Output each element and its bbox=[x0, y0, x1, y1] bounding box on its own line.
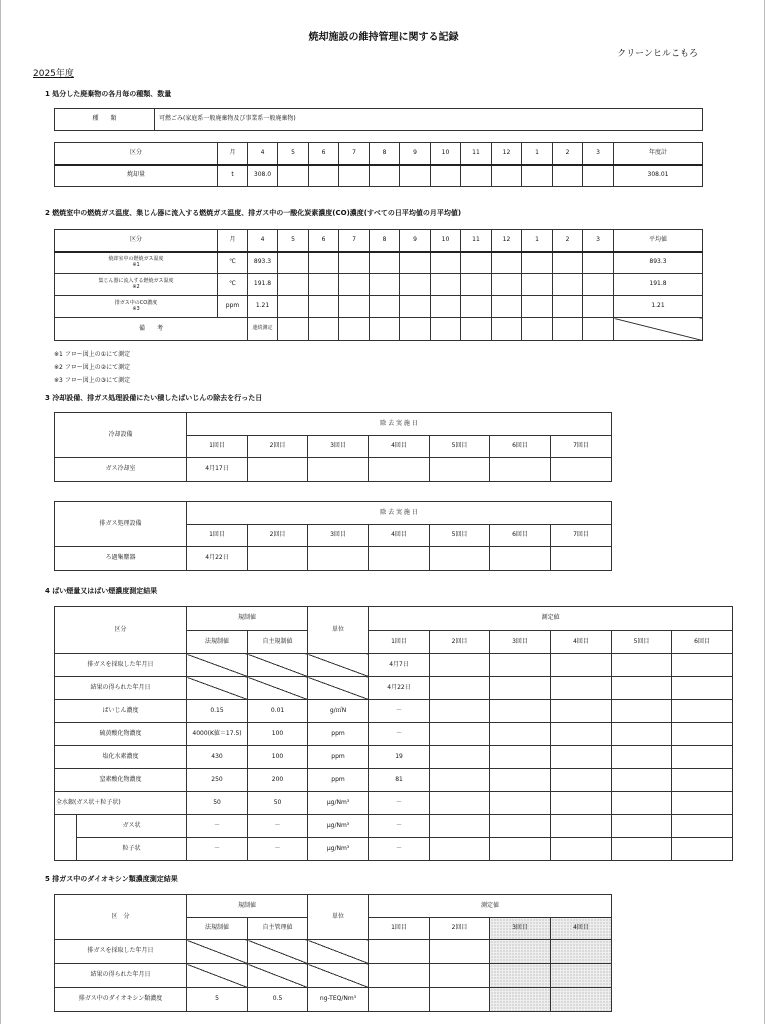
section1-heading: 1 処分した廃棄物の各月毎の種類、数量 bbox=[45, 90, 172, 98]
dioxin-measurement-table bbox=[54, 894, 612, 1012]
month-1: 1 bbox=[522, 143, 553, 165]
unit-value: μg/Nm³ bbox=[308, 792, 369, 815]
first-value: － bbox=[369, 723, 430, 746]
time-1: 1回目 bbox=[187, 525, 248, 547]
month-12: 12 bbox=[492, 230, 522, 252]
time-3: 3回目 bbox=[490, 631, 551, 654]
regulation-header: 規制値 bbox=[187, 607, 308, 631]
kubun-header: 区分 bbox=[55, 607, 187, 654]
legal-value: － bbox=[187, 815, 248, 838]
measured-header: 測定値 bbox=[369, 895, 612, 918]
legal-value: 5 bbox=[187, 988, 248, 1012]
month-9: 9 bbox=[400, 143, 431, 165]
time-2: 2回目 bbox=[248, 525, 308, 547]
cooling-header: 冷却設備 bbox=[55, 413, 187, 458]
voluntary-value: 100 bbox=[248, 723, 308, 746]
legal-value: 4000(K値＝17.5) bbox=[187, 723, 248, 746]
row-note: ※1 bbox=[132, 261, 140, 268]
diagonal-cell bbox=[308, 654, 369, 677]
bag-filter-label: ろ過集塵器 bbox=[55, 547, 187, 571]
time-3: 3回目 bbox=[308, 436, 369, 458]
first-value: － bbox=[369, 792, 430, 815]
legal-value: 430 bbox=[187, 746, 248, 769]
hatched-cell bbox=[490, 964, 551, 988]
time-4: 4回目 bbox=[369, 525, 430, 547]
diagonal-cell bbox=[248, 654, 308, 677]
row-label: 排ガス中のCO濃度 bbox=[114, 299, 158, 306]
month-10: 10 bbox=[431, 143, 461, 165]
time-4: 4回目 bbox=[369, 436, 430, 458]
hatched-cell bbox=[551, 988, 612, 1012]
time-1: 1回目 bbox=[187, 436, 248, 458]
section5-heading: 5 排ガス中のダイオキシン類濃度測定結果 bbox=[45, 875, 178, 883]
time-2: 2回目 bbox=[430, 631, 490, 654]
month-12: 12 bbox=[492, 143, 522, 165]
row-unit: ℃ bbox=[218, 274, 248, 296]
month-9: 9 bbox=[400, 230, 431, 252]
month-8: 8 bbox=[370, 230, 400, 252]
month-8: 8 bbox=[370, 143, 400, 165]
legal-value: － bbox=[187, 838, 248, 861]
kubun-header: 区分 bbox=[55, 143, 218, 165]
value-cell bbox=[583, 165, 614, 187]
type-value: 可燃ごみ(家庭系一般廃棄物及び事業系一般廃棄物) bbox=[155, 109, 703, 131]
month-10: 10 bbox=[431, 230, 461, 252]
month-11: 11 bbox=[461, 143, 492, 165]
fiscal-year: 2025年度 bbox=[33, 69, 74, 79]
section4-heading: 4 ばい煙量又はばい煙濃度測定結果 bbox=[45, 587, 158, 595]
hatched-cell bbox=[490, 940, 551, 964]
first-value: － bbox=[369, 815, 430, 838]
section2-heading: 2 燃焼室中の燃焼ガス温度、集じん器に流入する燃焼ガス温度、排ガス中の一酸化炭素濃度(CO)濃度(すべての日平均値の月平均値) bbox=[45, 209, 462, 217]
value-cell bbox=[339, 165, 370, 187]
average-value: 191.8 bbox=[614, 274, 703, 296]
month-5: 5 bbox=[278, 230, 309, 252]
row-label: 排ガス中のダイオキシン類濃度 bbox=[55, 988, 187, 1012]
time-7: 7回目 bbox=[551, 436, 612, 458]
time-3: 3回目 bbox=[490, 918, 551, 940]
row-unit: ppm bbox=[218, 296, 248, 318]
value-cell bbox=[278, 165, 309, 187]
page-title: 焼却施設の維持管理に関する記録 bbox=[308, 32, 459, 43]
co-concentration-label bbox=[55, 296, 218, 318]
time-5: 5回目 bbox=[612, 631, 672, 654]
remarks-label: 備 考 bbox=[55, 318, 248, 341]
legal-value: 250 bbox=[187, 769, 248, 792]
month-2: 2 bbox=[553, 143, 583, 165]
exhaust-treatment-table bbox=[54, 501, 612, 571]
month-3: 3 bbox=[583, 230, 614, 252]
regulation-header: 規制値 bbox=[187, 895, 308, 918]
row-label: 排ガスを採取した年月日 bbox=[55, 940, 187, 964]
month-11: 11 bbox=[461, 230, 492, 252]
voluntary-value: 50 bbox=[248, 792, 308, 815]
row-label: 硫黄酸化物濃度 bbox=[55, 723, 187, 746]
value-cell bbox=[309, 165, 339, 187]
month-2: 2 bbox=[553, 230, 583, 252]
value-cell bbox=[400, 165, 431, 187]
row-label: 排ガスを採取した年月日 bbox=[55, 654, 187, 677]
time-1: 1回目 bbox=[369, 918, 430, 940]
row-label: 窒素酸化物濃度 bbox=[55, 769, 187, 792]
month-7: 7 bbox=[339, 143, 370, 165]
first-date: 4月17日 bbox=[187, 458, 248, 482]
legal-value: 0.15 bbox=[187, 700, 248, 723]
time-1: 1回目 bbox=[369, 631, 430, 654]
gas-temperature-table bbox=[54, 229, 703, 341]
row-label: 粒子状 bbox=[77, 838, 187, 861]
row-label: 全水銀(ガス状＋粒子状) bbox=[55, 792, 187, 815]
diagonal-cell bbox=[308, 964, 369, 988]
annual-header: 年度計 bbox=[614, 143, 703, 165]
voluntary-value: 200 bbox=[248, 769, 308, 792]
kubun-header: 区分 bbox=[55, 230, 218, 252]
exhaust-header: 排ガス処理設備 bbox=[55, 502, 187, 547]
first-value: 81 bbox=[369, 769, 430, 792]
row-label: 焼却室中の燃焼ガス温度 bbox=[108, 256, 164, 262]
value-cell bbox=[370, 165, 400, 187]
voluntary-value: 0.5 bbox=[248, 988, 308, 1012]
month-1: 1 bbox=[522, 230, 553, 252]
row-label: 焼却量 bbox=[55, 165, 218, 187]
value-cell bbox=[492, 165, 522, 187]
unit-value: ppm bbox=[308, 769, 369, 792]
average-header: 平均値 bbox=[614, 230, 703, 252]
unit-header: 単位 bbox=[308, 607, 369, 654]
time-6: 6回目 bbox=[490, 436, 551, 458]
unit-value: g/㎥N bbox=[308, 700, 369, 723]
month-3: 3 bbox=[583, 143, 614, 165]
diagonal-cell bbox=[248, 964, 308, 988]
kubun-header: 区 分 bbox=[55, 895, 187, 940]
time-3: 3回目 bbox=[308, 525, 369, 547]
value-cell bbox=[431, 165, 461, 187]
diagonal-cell bbox=[187, 677, 248, 700]
unit-value: ng-TEQ/Nm³ bbox=[308, 988, 369, 1012]
furnace-temp-label bbox=[55, 252, 218, 274]
value-cell: 308.0 bbox=[248, 165, 278, 187]
row-note: ※3 bbox=[132, 305, 140, 312]
month-header: 月 bbox=[218, 230, 248, 252]
row-label: 結果の得られた年月日 bbox=[55, 677, 187, 700]
unit-value: ppm bbox=[308, 746, 369, 769]
time-4: 4回目 bbox=[551, 918, 612, 940]
unit-value: μg/Nm³ bbox=[308, 838, 369, 861]
type-label: 種 類 bbox=[55, 109, 155, 131]
value-cell: 1.21 bbox=[248, 296, 278, 318]
voluntary-header: 自主管理値 bbox=[248, 918, 308, 940]
first-value: － bbox=[369, 838, 430, 861]
legal-header: 法規制値 bbox=[187, 631, 248, 654]
time-7: 7回目 bbox=[551, 525, 612, 547]
row-unit: ℃ bbox=[218, 252, 248, 274]
first-value: 4月22日 bbox=[369, 677, 430, 700]
incineration-table bbox=[54, 142, 703, 187]
section3-heading: 3 冷却設備、排ガス処理設備にたい積したばいじんの除去を行った日 bbox=[45, 394, 263, 402]
month-header: 月 bbox=[218, 143, 248, 165]
implementation-header: 除 去 実 施 日 bbox=[187, 502, 612, 525]
month-4: 4 bbox=[248, 143, 278, 165]
time-5: 5回目 bbox=[430, 525, 490, 547]
annual-total: 308.01 bbox=[614, 165, 703, 187]
value-cell: 893.3 bbox=[248, 252, 278, 274]
unit-value: μg/Nm³ bbox=[308, 815, 369, 838]
note-3: ※3 フロー図上の③にて測定 bbox=[54, 377, 131, 384]
diagonal-cell bbox=[248, 677, 308, 700]
unit-header: 単位 bbox=[308, 895, 369, 940]
first-date: 4月22日 bbox=[187, 547, 248, 571]
diagonal-cell bbox=[187, 940, 248, 964]
first-value: － bbox=[369, 700, 430, 723]
voluntary-value: 100 bbox=[248, 746, 308, 769]
row-label: 結果の得られた年月日 bbox=[55, 964, 187, 988]
value-cell bbox=[461, 165, 492, 187]
time-4: 4回目 bbox=[551, 631, 612, 654]
row-label: 集じん器に流入する燃焼ガス温度 bbox=[98, 277, 174, 284]
legal-header: 法規制値 bbox=[187, 918, 248, 940]
diagonal-cell bbox=[308, 940, 369, 964]
voluntary-value: 0.01 bbox=[248, 700, 308, 723]
remarks-diagonal bbox=[614, 318, 703, 341]
diagonal-cell bbox=[248, 940, 308, 964]
row-note: ※2 bbox=[132, 283, 140, 290]
voluntary-value: － bbox=[248, 815, 308, 838]
hatched-cell bbox=[551, 964, 612, 988]
legal-value: 50 bbox=[187, 792, 248, 815]
diagonal-cell bbox=[187, 654, 248, 677]
diagonal-cell bbox=[308, 677, 369, 700]
value-cell bbox=[553, 165, 583, 187]
row-label: 塩化水素濃度 bbox=[55, 746, 187, 769]
gas-cooling-room-label: ガス冷却室 bbox=[55, 458, 187, 482]
cooling-equipment-table bbox=[54, 412, 612, 482]
value-cell bbox=[522, 165, 553, 187]
measured-header: 測定値 bbox=[369, 607, 733, 631]
month-4: 4 bbox=[248, 230, 278, 252]
remarks-value: 連続測定 bbox=[248, 318, 278, 341]
value-cell: 191.8 bbox=[248, 274, 278, 296]
month-5: 5 bbox=[278, 143, 309, 165]
implementation-header: 除 去 実 施 日 bbox=[187, 413, 612, 436]
voluntary-header: 自主規制値 bbox=[248, 631, 308, 654]
diagonal-cell bbox=[187, 964, 248, 988]
average-value: 1.21 bbox=[614, 296, 703, 318]
organization-name: クリーンヒルこもろ bbox=[617, 49, 698, 59]
indent-cell bbox=[55, 815, 77, 861]
dust-collector-temp-label bbox=[55, 274, 218, 296]
month-6: 6 bbox=[309, 230, 339, 252]
time-6: 6回目 bbox=[672, 631, 733, 654]
voluntary-value: － bbox=[248, 838, 308, 861]
time-6: 6回目 bbox=[490, 525, 551, 547]
unit-value: ppm bbox=[308, 723, 369, 746]
hatched-cell bbox=[490, 988, 551, 1012]
time-5: 5回目 bbox=[430, 436, 490, 458]
time-2: 2回目 bbox=[248, 436, 308, 458]
month-6: 6 bbox=[309, 143, 339, 165]
first-value: 19 bbox=[369, 746, 430, 769]
row-unit: t bbox=[218, 165, 248, 187]
first-value: 4月7日 bbox=[369, 654, 430, 677]
note-1: ※1 フロー図上の①にて測定 bbox=[54, 351, 131, 358]
month-7: 7 bbox=[339, 230, 370, 252]
smoke-measurement-table bbox=[54, 606, 733, 861]
waste-type-table bbox=[54, 108, 703, 131]
row-label: ばいじん濃度 bbox=[55, 700, 187, 723]
note-2: ※2 フロー図上の②にて測定 bbox=[54, 364, 131, 371]
row-label: ガス状 bbox=[77, 815, 187, 838]
hatched-cell bbox=[551, 940, 612, 964]
time-2: 2回目 bbox=[430, 918, 490, 940]
average-value: 893.3 bbox=[614, 252, 703, 274]
